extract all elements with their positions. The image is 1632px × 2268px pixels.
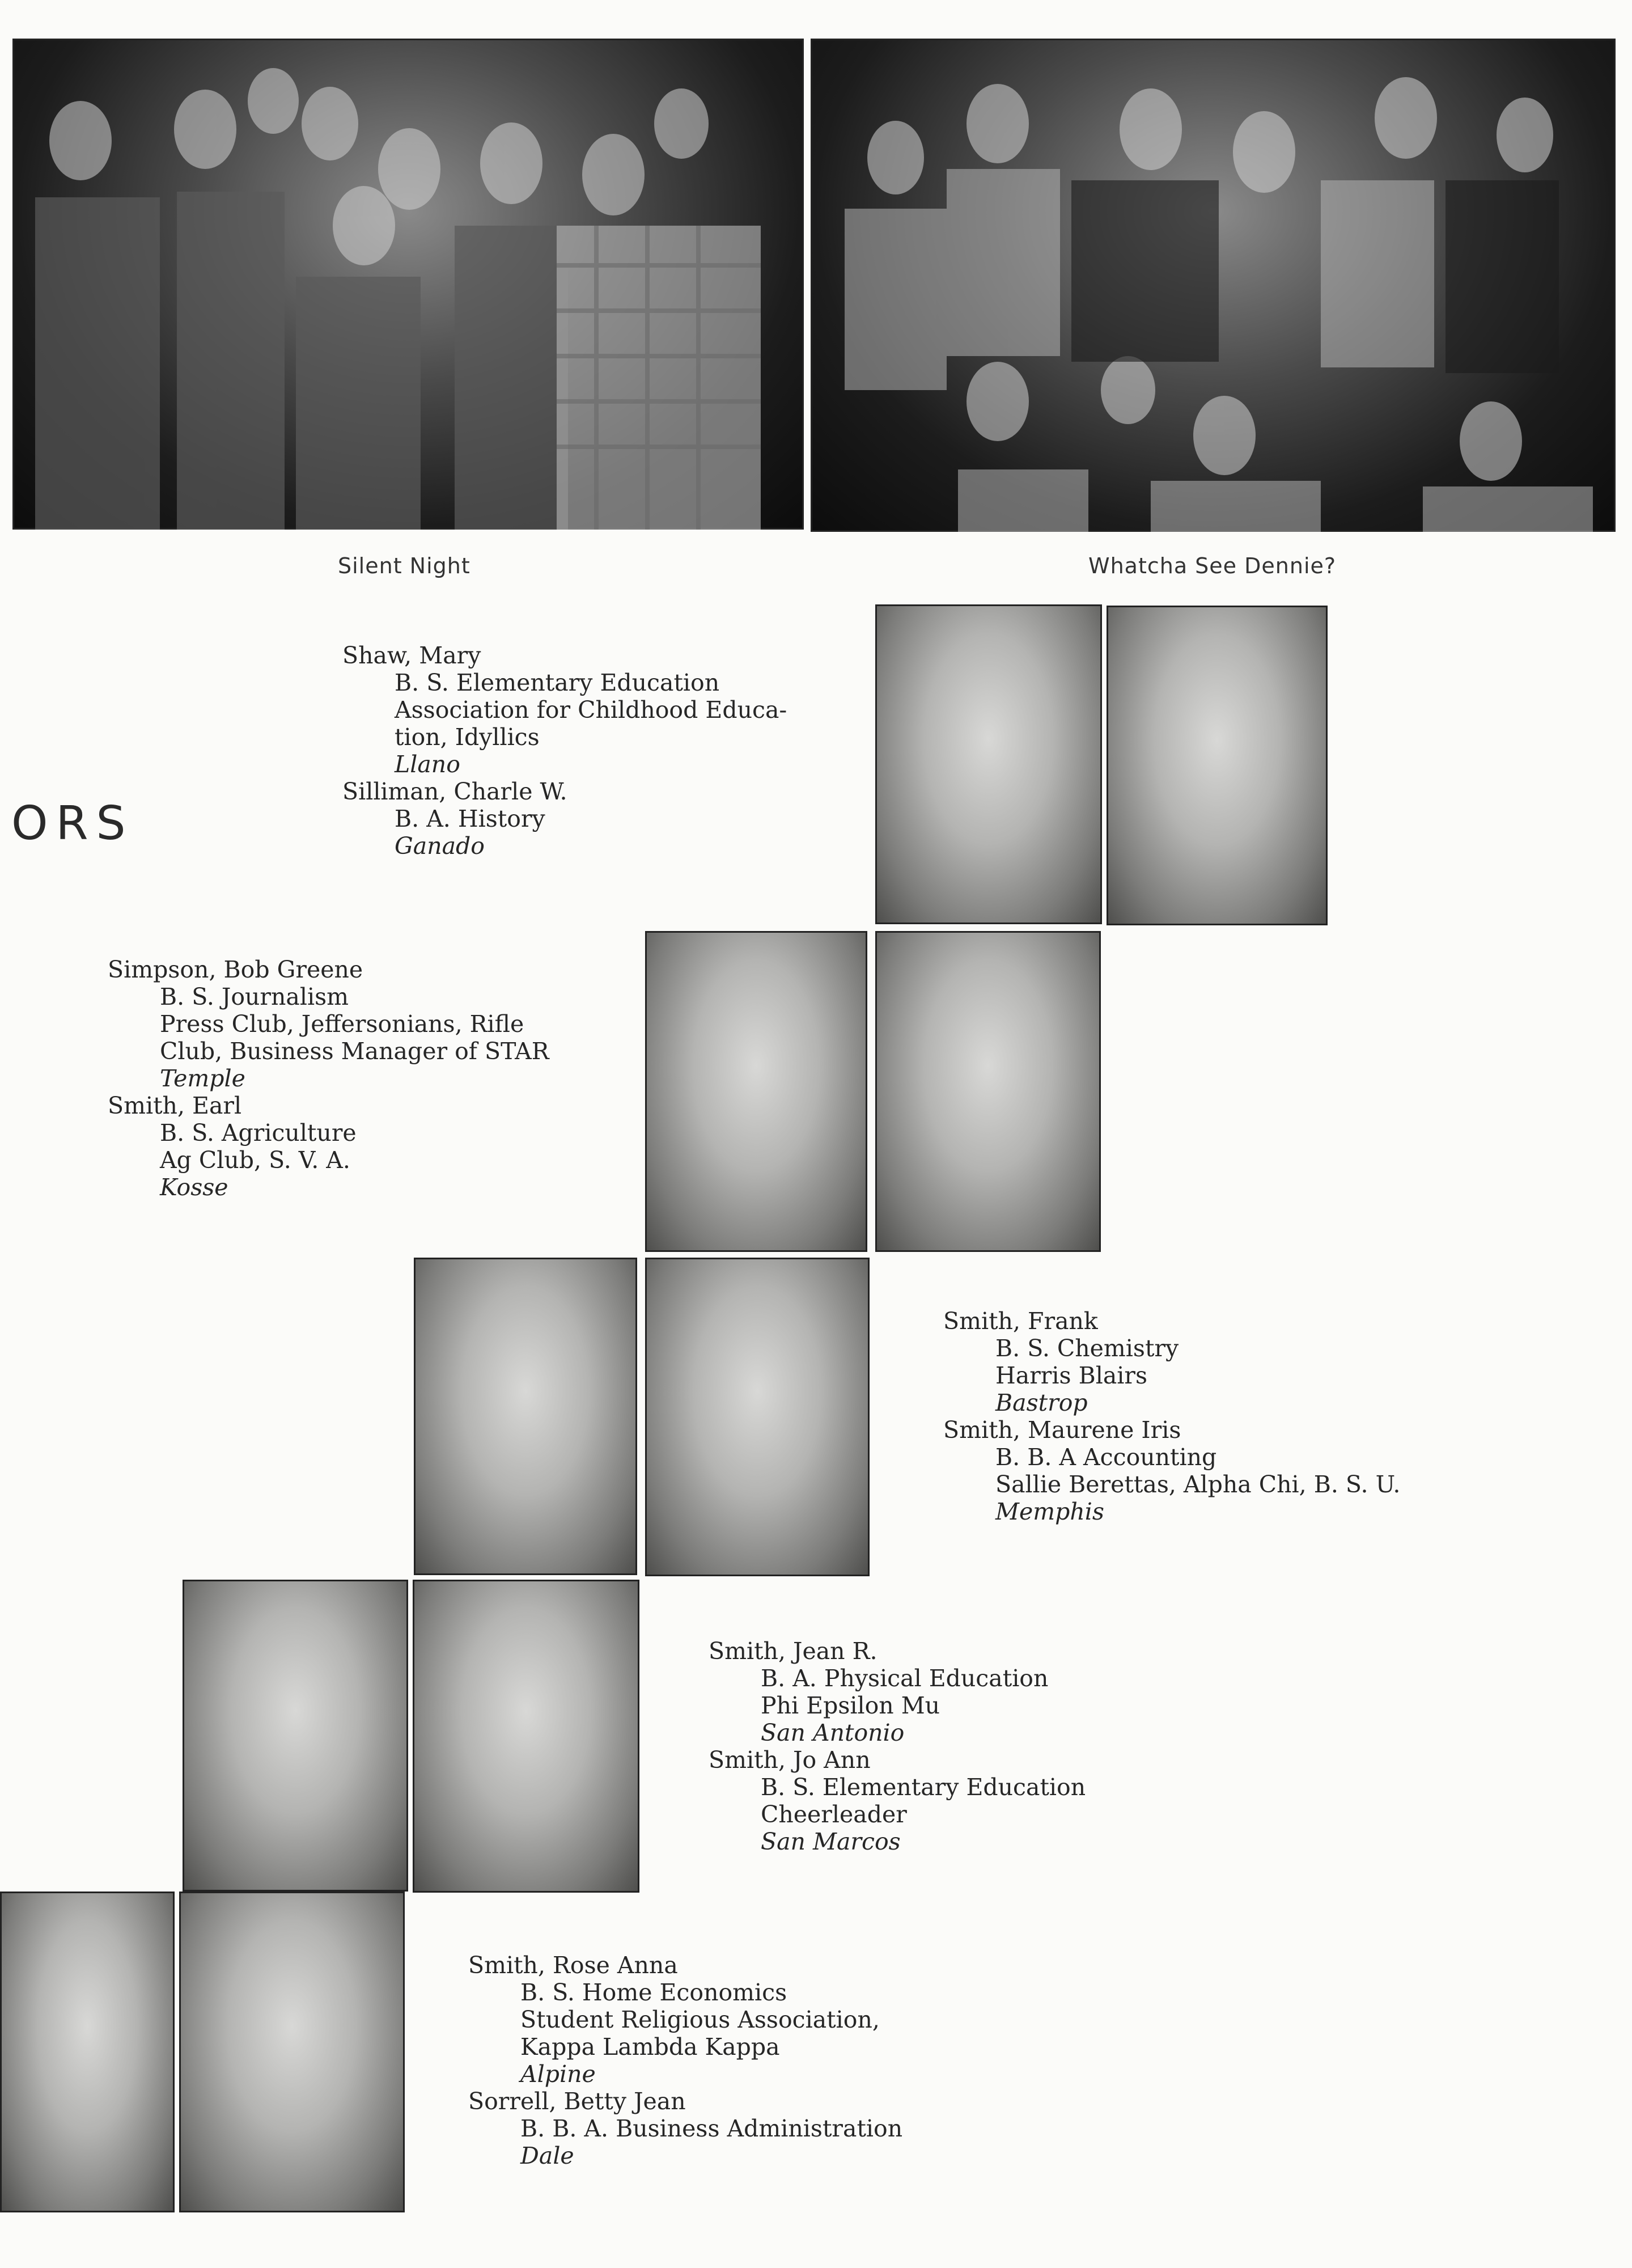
entry-hometown: Dale (520, 2142, 574, 2169)
entry-hometown: Kosse (160, 1174, 228, 1201)
entry-group-shaw-silliman (342, 642, 787, 860)
entry-hometown: San Marcos (761, 1828, 901, 1855)
entry-degree: B. S. Chemistry (995, 1335, 1179, 1362)
section-label: ORS (11, 797, 134, 850)
entry-name: Smith, Jo Ann (709, 1746, 871, 1774)
crowd-photo-icon (811, 39, 1616, 532)
entry-hometown: Temple (160, 1065, 245, 1092)
entry-hometown: San Antonio (761, 1719, 905, 1746)
entry-hometown: Ganado (395, 832, 485, 860)
portrait-silliman-charle (1107, 606, 1328, 925)
caption-whatcha-see-dennie: Whatcha See Dennie? (1088, 553, 1337, 578)
portrait-smith-jean (183, 1580, 408, 1892)
entry-degree: B. S. Elementary Education (395, 669, 720, 696)
portrait-smith-rose-anna (0, 1892, 175, 2212)
entry-degree: B. S. Elementary Education (761, 1774, 1086, 1801)
entry-name: Smith, Jean R. (709, 1637, 878, 1665)
entry-degree: B. B. A. Business Administration (520, 2115, 903, 2142)
entry-name: Smith, Earl (108, 1092, 242, 1119)
entry-degree: B. S. Agriculture (160, 1119, 357, 1146)
entry-activity: Association for Childhood Educa- (395, 696, 787, 723)
portrait-simpson-bob (645, 931, 867, 1252)
entry-degree: B. A. History (395, 805, 545, 832)
entry-hometown: Memphis (995, 1498, 1104, 1525)
entry-degree: B. A. Physical Education (761, 1665, 1049, 1692)
photo-silent-night (12, 39, 804, 530)
portrait-smith-maurene (645, 1258, 870, 1576)
portrait-smith-jo-ann (413, 1580, 639, 1893)
portrait-shaw-mary (875, 604, 1102, 924)
entry-activity: Press Club, Jeffersonians, Rifle (160, 1010, 524, 1038)
entry-activity: Club, Business Manager of STAR (160, 1038, 549, 1065)
entry-name: Smith, Frank (943, 1308, 1098, 1335)
entry-activity: tion, Idyllics (395, 723, 540, 751)
portrait-sorrell-betty (179, 1892, 405, 2212)
entry-activity: Kappa Lambda Kappa (520, 2033, 780, 2060)
crowd-photo-icon (12, 39, 804, 530)
entry-degree: B. B. A Accounting (995, 1444, 1217, 1471)
entry-activity: Ag Club, S. V. A. (160, 1146, 350, 1174)
entry-hometown: Llano (395, 751, 460, 778)
entry-degree: B. S. Journalism (160, 983, 349, 1010)
portrait-smith-earl (875, 931, 1101, 1252)
caption-silent-night: Silent Night (338, 553, 470, 578)
entry-activity: Harris Blairs (995, 1362, 1148, 1389)
entry-group-smith-rose-sorrell (468, 1952, 902, 2169)
entry-name: Smith, Maurene Iris (943, 1416, 1181, 1444)
entry-activity: Student Religious Association, (520, 2006, 880, 2033)
entry-name: Sorrell, Betty Jean (468, 2088, 686, 2115)
entry-degree: B. S. Home Economics (520, 1979, 787, 2006)
entry-activity: Phi Epsilon Mu (761, 1692, 940, 1719)
entry-name: Smith, Rose Anna (468, 1952, 678, 1979)
entry-hometown: Alpine (520, 2060, 596, 2088)
entry-group-smith-frank-maurene (943, 1308, 1400, 1525)
entry-activity: Sallie Berettas, Alpha Chi, B. S. U. (995, 1471, 1401, 1498)
portrait-smith-frank (414, 1258, 637, 1575)
entry-activity: Cheerleader (761, 1801, 907, 1828)
entry-group-smith-jean-jo-ann (709, 1637, 1086, 1855)
photo-whatcha-see-dennie (811, 39, 1616, 532)
entry-hometown: Bastrop (995, 1389, 1088, 1416)
entry-name: Shaw, Mary (342, 642, 481, 669)
entry-name: Silliman, Charle W. (342, 778, 567, 805)
entry-group-simpson-smith-earl (108, 956, 549, 1201)
entry-name: Simpson, Bob Greene (108, 956, 363, 983)
